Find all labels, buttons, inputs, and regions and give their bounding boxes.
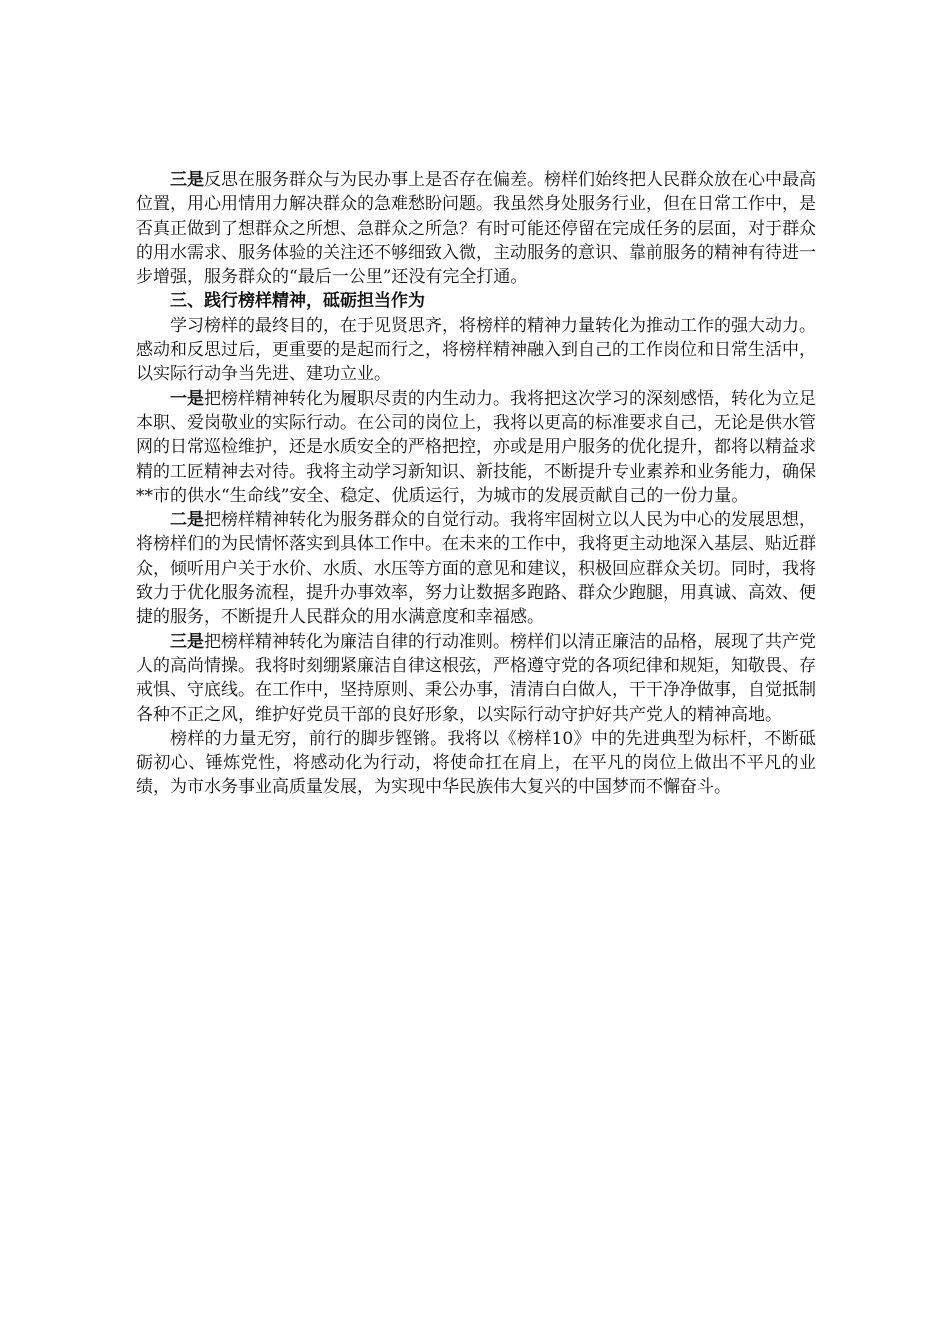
paragraph-text: 反思在服务群众与为民办事上是否存在偏差。榜样们始终把人民群众放在心中最高位置，用心用情用力解决群众的急难愁盼问题。我虽然身处服务行业，但在日常工作中，是否真正做到了想群众之所想、急群众之所急？有时可能还停留在完成任务的层面，对于群众的用水需求、服务体验的关注还不够细致入微，主动服务的意识、靠前服务的精神有待进一步增强，服务群众的“最后一公里”还没有完全打通。 <box>136 170 816 288</box>
section-heading: 三、践行榜样精神，砥砺担当作为 <box>170 291 425 312</box>
paragraph-text: 榜样的力量无穷，前行的脚步铿锵。我将以《榜样10》中的先进典型为标杆，不断砥砺初心、锤炼党性，将感动化为行动，将使命扛在肩上，在平凡的岗位上做出不平凡的业绩，为市水务事业高质量发展，为实现中华民族伟大复兴的中国梦而不懈奋斗。 <box>136 728 816 798</box>
paragraph-text: 学习榜样的最终目的，在于见贤思齐，将榜样的精神力量转化为推动工作的强大动力。感动和反思过后，更重要的是起而行之，将榜样精神融入到自己的工作岗位和日常生活中，以实际行动争当先进、建功立业。 <box>136 315 816 385</box>
paragraph-conclusion <box>136 727 816 800</box>
paragraph-action-three <box>136 630 816 727</box>
paragraph-lead: 三是 <box>170 631 204 652</box>
paragraph-lead: 二是 <box>170 510 204 531</box>
paragraph-text: 把榜样精神转化为履职尽责的内生动力。我将把这次学习的深刻感悟，转化为立足本职、爱岗敬业的实际行动。在公司的岗位上，我将以更高的标准要求自己，无论是供水管网的日常巡检维护，还是水质安全的严格把控，亦或是用户服务的优化提升，都将以精益求精的工匠精神去对待。我将主动学习新知识、新技能，不断提升专业素养和业务能力，确保**市的供水“生命线”安全、稳定、优质运行，为城市的发展贡献自己的一份力量。 <box>136 388 816 506</box>
paragraph-intro <box>136 314 816 387</box>
paragraph-action-two <box>136 508 816 629</box>
document-body <box>136 168 816 800</box>
paragraph-lead: 三是 <box>170 170 204 190</box>
paragraph-action-one <box>136 387 816 508</box>
paragraph-reflection-three <box>136 168 816 289</box>
paragraph-text: 把榜样精神转化为廉洁自律的行动准则。榜样们以清正廉洁的品格，展现了共产党人的高尚情操。我将时刻绷紧廉洁自律这根弦，严格遵守党的各项纪律和规矩，知敬畏、存戒惧、守底线。在工作中，坚持原则、秉公办事，清清白白做人，干干净净做事，自觉抵制各种不正之风，维护好党员干部的良好形象，以实际行动守护好共产党人的精神高地。 <box>136 631 816 725</box>
paragraph-lead: 一是 <box>170 388 204 409</box>
paragraph-text: 把榜样精神转化为服务群众的自觉行动。我将牢固树立以人民为中心的发展思想，将榜样们的为民情怀落实到具体工作中。在未来的工作中，我将更主动地深入基层、贴近群众，倾听用户关于水价、水质、水压等方面的意见和建议，积极回应群众关切。同时，我将致力于优化服务流程，提升办事效率，努力让数据多跑路、群众少跑腿，用真诚、高效、便捷的服务，不断提升人民群众的用水满意度和幸福感。 <box>136 510 816 628</box>
